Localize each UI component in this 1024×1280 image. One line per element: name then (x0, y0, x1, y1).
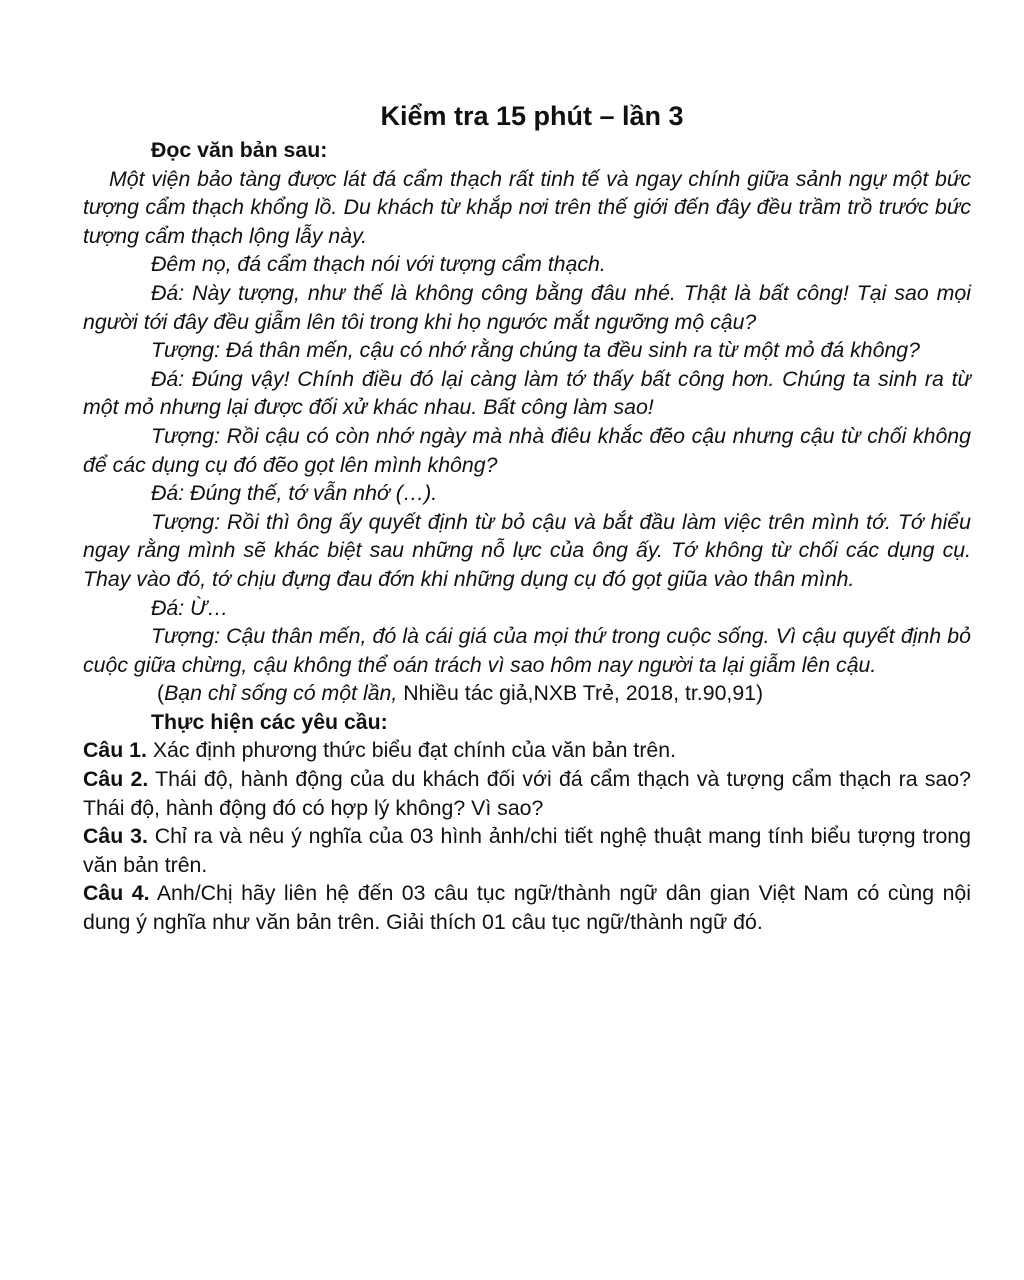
citation-book-title: Bạn chỉ sống có một lần, (164, 681, 398, 706)
question-1-text: Xác định phương thức biểu đạt chính của văn bản trên. (146, 738, 677, 763)
story-paragraph-7: Đá: Đúng thế, tớ vẫn nhớ (…). (151, 481, 438, 506)
question-3-text: Chỉ ra và nêu ý nghĩa của 03 hình ảnh/chi tiết nghệ thuật mang tính biểu tượng trong văn bản trên. (83, 824, 971, 877)
question-1-label: Câu 1. (83, 738, 147, 763)
question-4-label: Câu 4. (83, 881, 150, 906)
story-paragraph-6: Tượng: Rồi cậu có còn nhớ ngày mà nhà điêu khắc đẽo cậu nhưng cậu từ chối không để các dụng cụ đó đẽo gọt lên mình không? (83, 423, 971, 477)
citation-open: ( (157, 681, 165, 706)
reading-heading: Đọc văn bản sau: (151, 138, 328, 162)
story-paragraph-9: Đá: Ừ… (151, 595, 229, 620)
story-paragraph-10: Tượng: Cậu thân mến, đó là cái giá của mọi thứ trong cuộc sống. Vì cậu quyết định bỏ cuộc giữa chừng, cậu không thể oán trách vì sao hôm nay người ta lại giẫm lên cậu. (83, 624, 971, 677)
question-3-label: Câu 3. (83, 824, 148, 849)
page-title: Kiểm tra 15 phút – lần 3 (380, 101, 684, 131)
question-3 (83, 822, 971, 879)
question-4-text: Anh/Chị hãy liên hệ đến 03 câu tục ngữ/thành ngữ dân gian Việt Nam có cùng nội dung ý nghĩa như văn bản trên. Giải thích 01 câu tục ngữ/thành ngữ đó. (83, 881, 971, 935)
story-paragraph-1: Một viện bảo tàng được lát đá cẩm thạch rất tinh tế và ngay chính giữa sảnh ngự một bức tượng cẩm thạch khổng lồ. Du khách từ khắp nơi trên thế giới đến đây đều trầm trồ trước bức tượng cẩm thạch lộng lẫy này. (83, 166, 971, 248)
story-paragraph-4: Tượng: Đá thân mến, cậu có nhớ rằng chúng ta đều sinh ra từ một mỏ đá không? (151, 338, 920, 363)
question-2-label: Câu 2. (83, 767, 149, 792)
story-paragraph-8: Tượng: Rồi thì ông ấy quyết định từ bỏ cậu và bắt đầu làm việc trên mình tớ. Tớ hiểu ngay rằng mình sẽ khác biệt sau những nỗ lực của ông ấy. Tớ không từ chối các dụng cụ. Thay vào đó, tớ chịu đựng đau đớn khi những dụng cụ đó gọt giũa vào thân mình. (83, 509, 971, 591)
citation-rest: Nhiều tác giả,NXB Trẻ, 2018, tr.90,91) (397, 681, 764, 706)
citation (83, 679, 971, 708)
story-paragraph-5: Đá: Đúng vậy! Chính điều đó lại càng làm tớ thấy bất công hơn. Chúng ta sinh ra từ một mỏ nhưng lại được đối xử khác nhau. Bất công làm sao! (83, 366, 971, 420)
story-paragraph-3: Đá: Này tượng, như thế là không công bằng đâu nhé. Thật là bất công! Tại sao mọi người tới đây đều giẫm lên tôi trong khi họ ngước mắt ngưỡng mộ cậu? (83, 280, 971, 334)
tasks-heading: Thực hiện các yêu cầu: (151, 709, 388, 734)
story-paragraph-2: Đêm nọ, đá cẩm thạch nói với tượng cẩm thạch. (151, 252, 606, 277)
question-4 (83, 879, 971, 936)
document-page (83, 96, 971, 937)
question-1 (83, 736, 971, 765)
question-2 (83, 765, 971, 822)
question-2-text: Thái độ, hành động của du khách đối với đá cẩm thạch và tượng cẩm thạch ra sao? Thái độ, hành động đó có hợp lý không? Vì sao? (83, 767, 971, 820)
